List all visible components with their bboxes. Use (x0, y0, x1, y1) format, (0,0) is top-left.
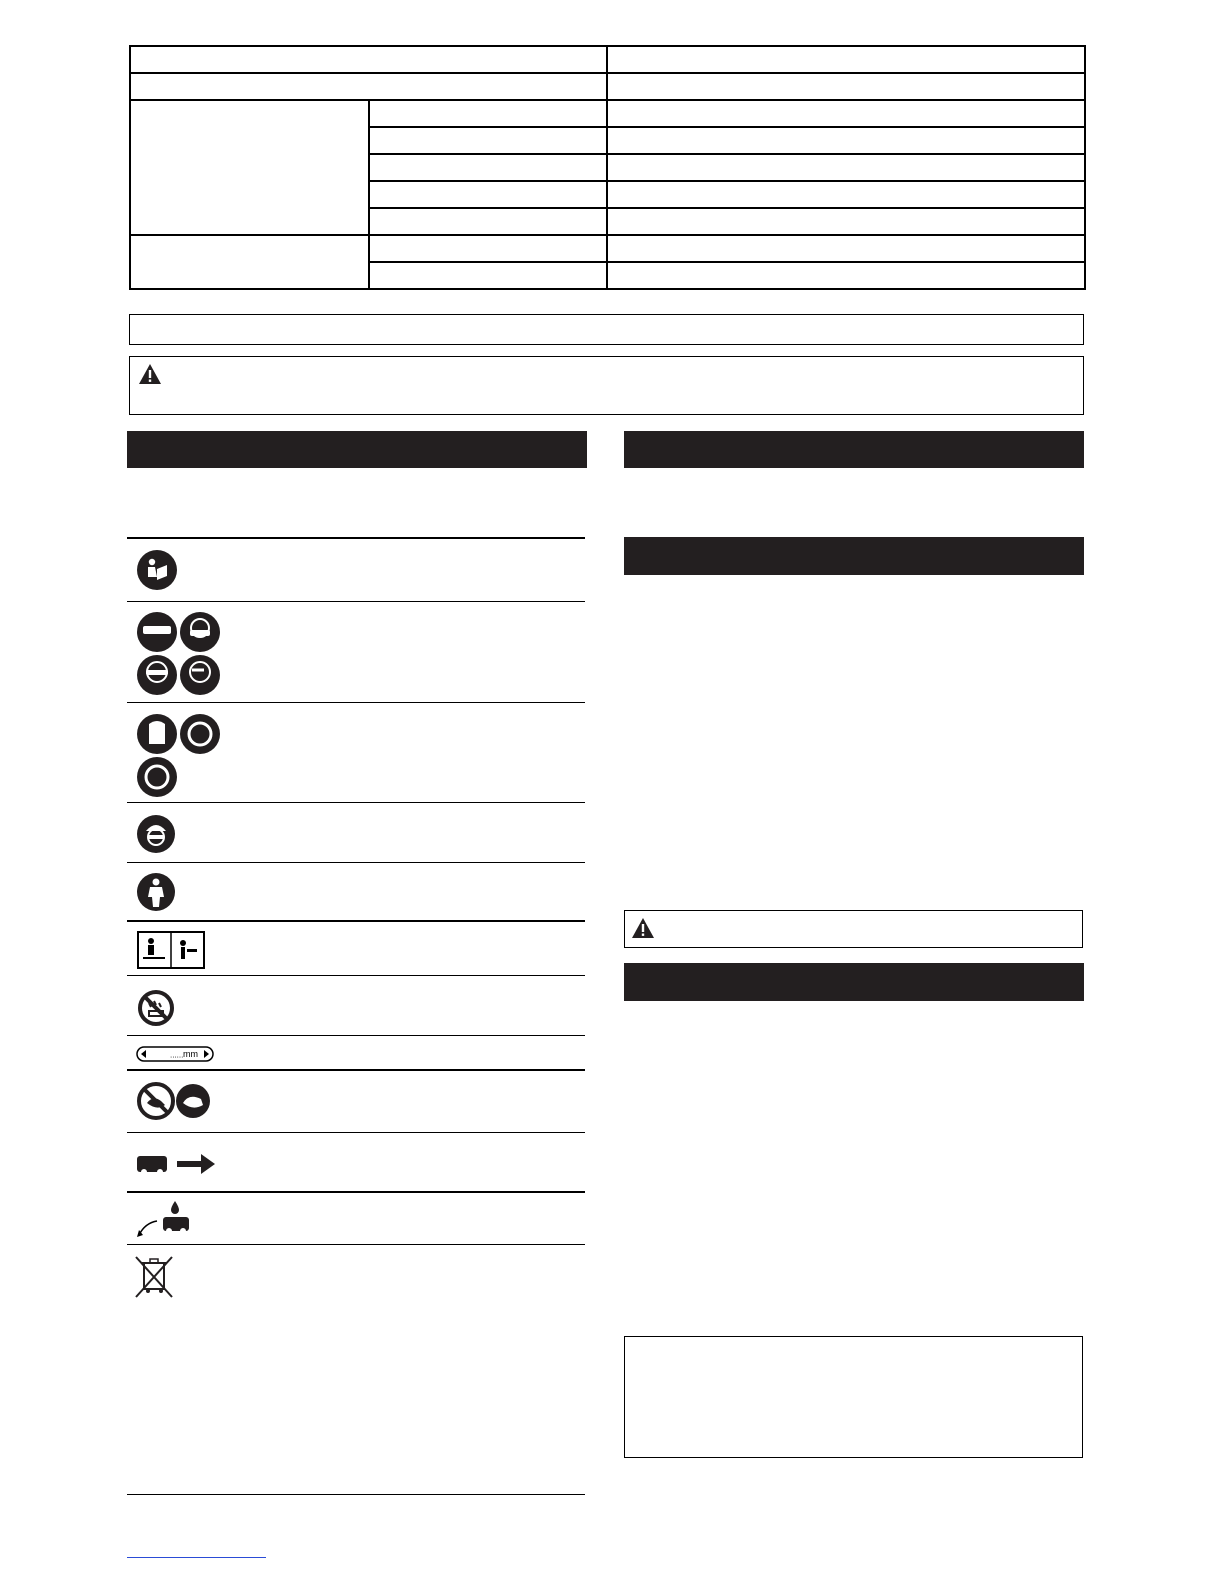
divider (127, 537, 585, 539)
note-box-bottom (624, 1336, 1083, 1458)
divider (127, 1244, 585, 1245)
spec-cell (369, 262, 607, 289)
link-underline[interactable] (127, 1557, 266, 1558)
section-header-bar-3 (624, 963, 1084, 1001)
spec-cell (130, 235, 369, 289)
chain-oil-adjust-icon (135, 1199, 195, 1244)
section-header-bar-symbols (127, 431, 587, 468)
spec-cell (369, 181, 607, 208)
divider (127, 601, 585, 602)
divider (127, 802, 585, 803)
spec-cell (130, 46, 607, 73)
divider (127, 920, 585, 922)
table-row (130, 73, 1085, 100)
training-icon (137, 931, 205, 974)
guide-bar-length-icon (135, 1045, 215, 1068)
table-row (130, 235, 1085, 262)
weee-bin-icon (134, 1255, 174, 1304)
warning-triangle-icon (631, 917, 655, 939)
no-rain-icon (137, 989, 175, 1032)
warning-box (129, 356, 1084, 415)
divider (127, 1069, 585, 1071)
spec-cell (607, 73, 1085, 100)
spec-cell (369, 154, 607, 181)
note-box (129, 314, 1084, 345)
spec-cell (369, 208, 607, 235)
divider (127, 975, 585, 976)
divider (127, 1494, 585, 1495)
divider (127, 1035, 585, 1036)
table-row (130, 46, 1085, 73)
spec-cell (607, 262, 1085, 289)
spec-cell (130, 73, 607, 100)
spec-cell (607, 127, 1085, 154)
divider (127, 1191, 585, 1193)
divider (127, 1132, 585, 1133)
section-header-bar-1 (624, 431, 1084, 468)
spec-cell (607, 181, 1085, 208)
spec-cell (607, 46, 1085, 73)
guide-bar-unit: mm (183, 1049, 198, 1059)
spec-cell (607, 208, 1085, 235)
table-row (130, 100, 1085, 127)
spec-cell (369, 100, 607, 127)
divider (127, 862, 585, 863)
warning-triangle-icon (138, 363, 162, 385)
spec-cell (369, 127, 607, 154)
warning-box-small (624, 910, 1083, 948)
section-header-bar-2 (624, 537, 1084, 575)
spec-cell (607, 154, 1085, 181)
spec-cell (607, 100, 1085, 127)
spec-table (129, 45, 1086, 290)
divider (127, 702, 585, 703)
spec-cell (607, 235, 1085, 262)
svg-text:......: ...... (170, 1050, 184, 1060)
spec-cell (130, 100, 369, 235)
chain-direction-icon (135, 1152, 217, 1183)
spec-cell (369, 235, 607, 262)
no-one-hand-operation-icon (137, 1081, 213, 1126)
